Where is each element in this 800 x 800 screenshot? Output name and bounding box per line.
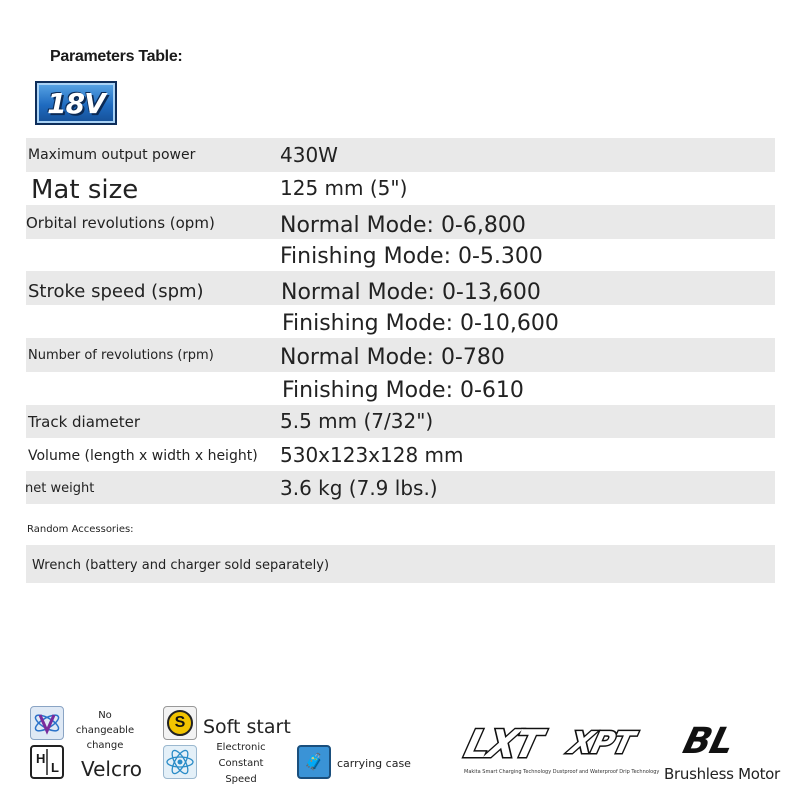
bl-logo xyxy=(679,721,776,762)
spec-label-weight: net weight xyxy=(25,481,95,496)
velcro-label: Velcro xyxy=(81,757,143,781)
no-change-label xyxy=(68,708,142,753)
spec-value-mat-size: 125 mm (5") xyxy=(280,176,408,200)
no-change-icon xyxy=(30,706,64,740)
spec-value-rpm-finishing: Finishing Mode: 0-610 xyxy=(282,378,524,403)
no-change-label-line: No changeable xyxy=(75,710,135,736)
spec-value-weight: 3.6 kg (7.9 lbs.) xyxy=(280,476,438,500)
spec-label-mat-size: Mat size xyxy=(31,175,139,205)
accessories-title: Random Accessories: xyxy=(27,524,134,535)
page-title: Parameters Table: xyxy=(50,48,183,65)
accessories-item: Wrench (battery and charger sold separately) xyxy=(32,558,330,573)
brushless-label: Brushless Motor xyxy=(664,765,780,783)
carrying-case-label: carrying case xyxy=(337,757,411,770)
soft-start-glyph: S xyxy=(167,710,193,736)
electronic-speed-label-line: Electronic xyxy=(216,742,266,753)
no-change-label-line: change xyxy=(86,740,124,751)
electronic-speed-icon xyxy=(163,745,197,779)
spec-value-orbital-normal: Normal Mode: 0-6,800 xyxy=(280,213,526,238)
spec-label-rpm: Number of revolutions (rpm) xyxy=(28,348,214,363)
electronic-speed-label xyxy=(207,740,275,788)
bl-logo-text: BL xyxy=(679,721,738,762)
battery-18v-badge xyxy=(35,81,117,125)
hl-glyph-h: H xyxy=(36,751,46,766)
carrying-case-icon xyxy=(297,745,331,779)
spec-label-volume: Volume (length x width x height) xyxy=(28,448,258,464)
spec-value-stroke-finishing: Finishing Mode: 0-10,600 xyxy=(282,311,559,336)
case-glyph: 🧳 xyxy=(304,754,324,771)
soft-start-label: Soft start xyxy=(203,716,291,738)
xpt-logo-text: XPT xyxy=(565,726,638,761)
spec-value-volume: 530x123x128 mm xyxy=(280,443,464,467)
spec-label-output-power: Maximum output power xyxy=(28,147,196,163)
spec-value-orbital-finishing: Finishing Mode: 0-5.300 xyxy=(280,244,543,269)
spec-label-track: Track diameter xyxy=(28,413,141,431)
speed-hl-icon xyxy=(30,745,64,779)
badge-label: 18V xyxy=(47,86,105,120)
electronic-speed-label-line: Constant xyxy=(218,758,264,769)
spec-label-orbital: Orbital revolutions (opm) xyxy=(26,214,215,232)
lxt-logo xyxy=(460,722,556,766)
brand-caption: Makita Smart Charging Technology Dustproof and Waterproof Drip Technology xyxy=(464,769,660,775)
hl-glyph-l: L xyxy=(51,760,59,775)
spec-value-stroke-normal: Normal Mode: 0-13,600 xyxy=(281,280,541,305)
spec-value-rpm-normal: Normal Mode: 0-780 xyxy=(280,345,505,370)
spec-value-track: 5.5 mm (7/32") xyxy=(280,409,434,433)
xpt-logo xyxy=(565,726,670,762)
spec-label-stroke: Stroke speed (spm) xyxy=(28,281,204,302)
electronic-speed-label-line: Speed xyxy=(225,774,257,785)
lxt-logo-text: LXT xyxy=(460,722,545,766)
spec-value-output-power: 430W xyxy=(280,143,338,167)
soft-start-icon xyxy=(163,706,197,740)
